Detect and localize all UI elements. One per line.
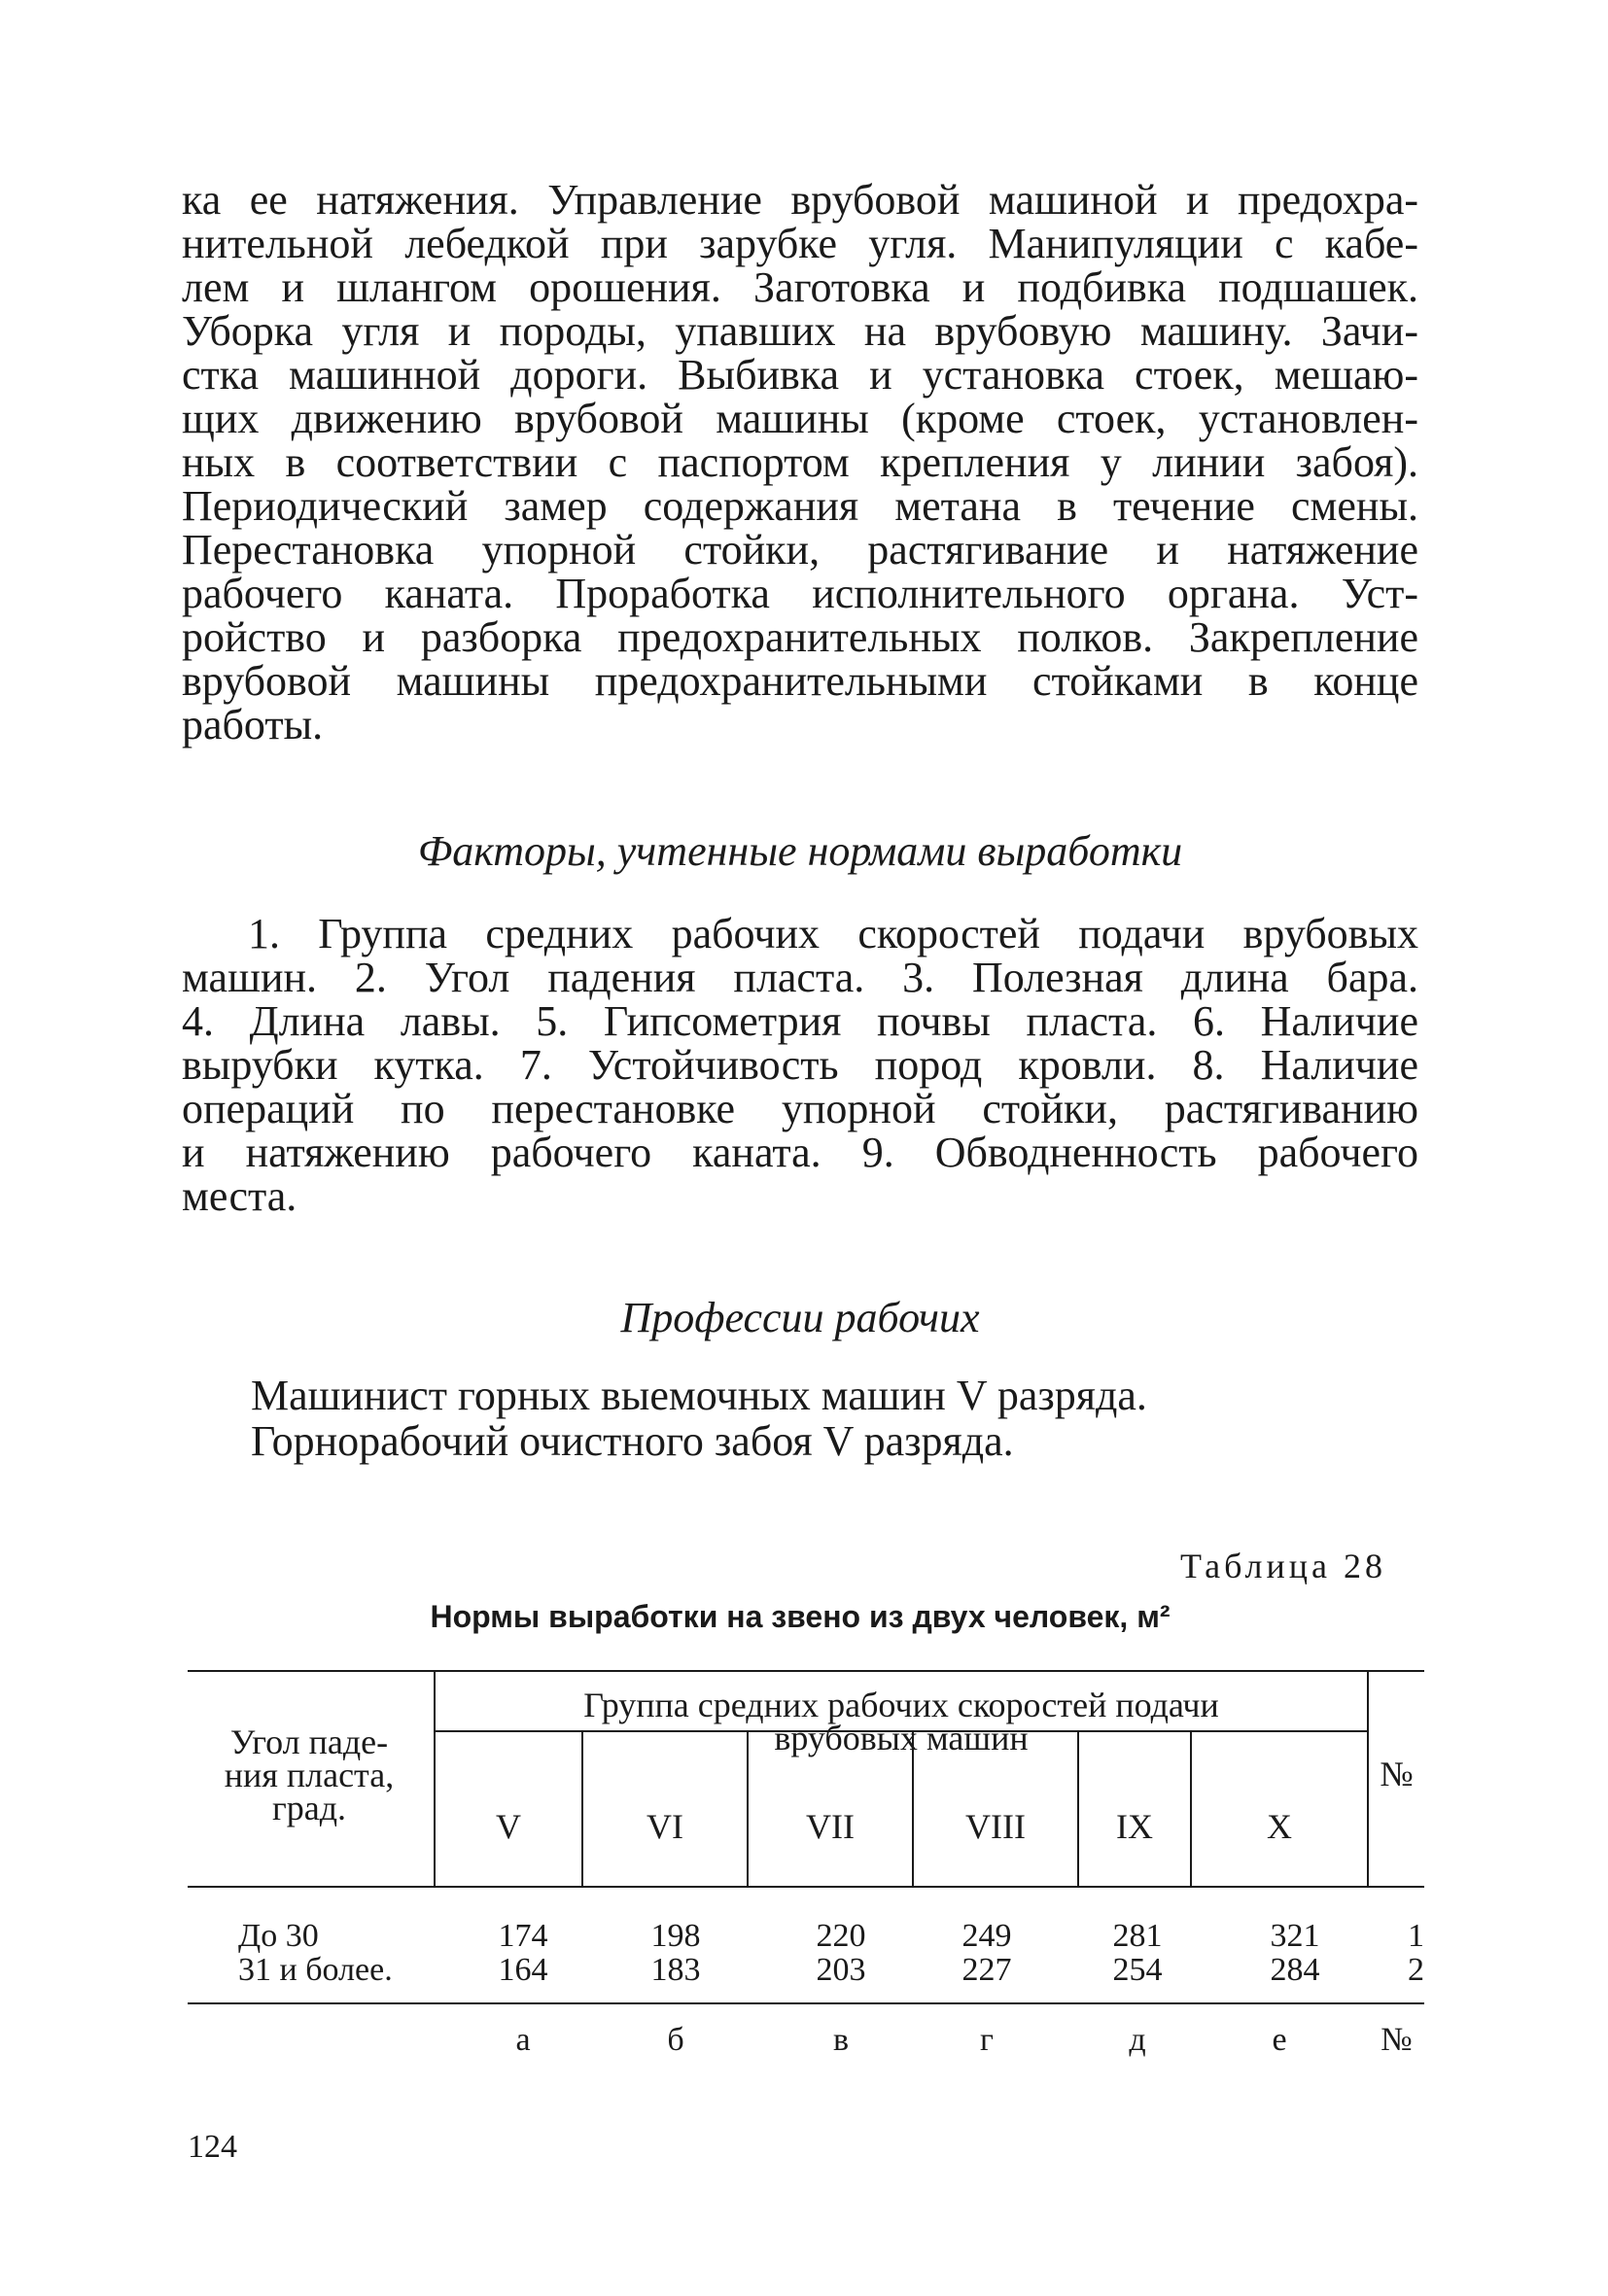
cell-value: 220 bbox=[816, 1918, 866, 1954]
text-line: Периодический замер содержания метана в течение смены. bbox=[182, 482, 1418, 530]
text-line: нительной лебедкой при зарубке угля. Манипуляции с кабе- bbox=[182, 220, 1418, 267]
header-group-viii: VIII bbox=[965, 1807, 1026, 1846]
column-letter: е bbox=[1272, 2022, 1287, 2058]
row-number: 1 bbox=[1408, 1918, 1424, 1954]
cell-value: 183 bbox=[650, 1952, 701, 1988]
procedure-paragraph bbox=[182, 178, 1418, 747]
table-title: Нормы выработки на звено из двух человек, м² bbox=[430, 1599, 1171, 1634]
row-angle: 31 и более. bbox=[238, 1952, 393, 1988]
text-line: врубовой машины предохранительными стойками в конце bbox=[182, 657, 1418, 705]
text-line: Перестановка упорной стойки, растягивание и натяжение bbox=[182, 526, 1418, 574]
text-line: ных в соответствии с паспортом крепления у линии забоя). bbox=[182, 438, 1418, 486]
cell-value: 227 bbox=[961, 1952, 1012, 1988]
text-line: и натяжению рабочего каната. 9. Обводненность рабочего bbox=[182, 1129, 1418, 1176]
text-line: работы. bbox=[182, 701, 324, 748]
cell-value: 174 bbox=[498, 1918, 548, 1954]
factors-paragraph bbox=[182, 912, 1418, 1218]
table-top-rule bbox=[188, 1670, 1424, 1672]
text-line: вырубки кутка. 7. Устойчивость пород кровли. 8. Наличие bbox=[182, 1041, 1418, 1089]
column-letter: д bbox=[1129, 2022, 1146, 2058]
header-group-vii: VII bbox=[806, 1807, 855, 1846]
profession-line: Машинист горных выемочных машин V разряда. bbox=[251, 1372, 1147, 1419]
section-heading-professions: Профессии рабочих bbox=[620, 1294, 980, 1341]
header-group-x: X bbox=[1267, 1807, 1292, 1846]
text-line: ройство и разборка предохранительных полков. Закрепление bbox=[182, 613, 1418, 661]
header-group-ix: IX bbox=[1116, 1807, 1153, 1846]
table-header-rule bbox=[188, 1886, 1424, 1888]
row-angle: До 30 bbox=[238, 1918, 319, 1954]
text-line: ка ее натяжения. Управление врубовой машиной и предохра- bbox=[182, 176, 1418, 224]
header-group bbox=[436, 1688, 1367, 1755]
text-line: 4. Длина лавы. 5. Гипсометрия почвы пласта. 6. Наличие bbox=[182, 997, 1418, 1045]
column-letter: б bbox=[667, 2022, 684, 2058]
text-line: лем и шлангом орошения. Заготовка и подбивка подшашек. bbox=[182, 263, 1418, 311]
header-angle bbox=[188, 1722, 431, 1827]
header-line: ния пласта, bbox=[224, 1756, 395, 1794]
cell-value: 321 bbox=[1270, 1918, 1320, 1954]
cell-value: 198 bbox=[650, 1918, 701, 1954]
cell-value: 254 bbox=[1112, 1952, 1163, 1988]
column-letter: г bbox=[980, 2022, 994, 2058]
footer-number: № bbox=[1381, 2022, 1413, 2058]
header-group-vi: VI bbox=[647, 1807, 683, 1846]
header-line: врубовых машин bbox=[774, 1719, 1029, 1757]
table-number: Таблица 28 bbox=[1180, 1547, 1386, 1585]
header-line: Угол паде- bbox=[229, 1722, 389, 1761]
column-letter: а bbox=[515, 2022, 531, 2058]
section-heading-factors: Факторы, учтенные нормами выработки bbox=[417, 827, 1183, 875]
row-number: 2 bbox=[1408, 1952, 1424, 1988]
text-line: операций по перестановке упорной стойки, растягиванию bbox=[182, 1085, 1418, 1132]
cell-value: 249 bbox=[961, 1918, 1012, 1954]
text-line: машин. 2. Угол падения пласта. 3. Полезная длина бара. bbox=[182, 954, 1418, 1001]
header-group-v: V bbox=[496, 1807, 521, 1846]
text-line: рабочего каната. Проработка исполнительного органа. Уст- bbox=[182, 570, 1418, 617]
text-line: места. bbox=[182, 1172, 297, 1220]
cell-value: 284 bbox=[1270, 1952, 1320, 1988]
text-line: щих движению врубовой машины (кроме стоек, установлен- bbox=[182, 395, 1418, 442]
header-line: град. bbox=[271, 1789, 347, 1827]
header-line: Группа средних рабочих скоростей подачи bbox=[583, 1686, 1219, 1724]
header-number: № bbox=[1380, 1755, 1414, 1793]
text-line: Уборка угля и породы, упавших на врубовую машину. Зачи- bbox=[182, 307, 1418, 355]
profession-line: Горнорабочий очистного забоя V разряда. bbox=[251, 1417, 1014, 1465]
text-line: 1. Группа средних рабочих скоростей подачи врубовых bbox=[248, 910, 1418, 957]
column-letter: в bbox=[832, 2022, 850, 2058]
text-line: стка машинной дороги. Выбивка и установка стоек, мешаю- bbox=[182, 351, 1418, 399]
cell-value: 164 bbox=[498, 1952, 548, 1988]
cell-value: 203 bbox=[816, 1952, 866, 1988]
page-number: 124 bbox=[188, 2129, 237, 2165]
cell-value: 281 bbox=[1112, 1918, 1163, 1954]
table-bottom-rule bbox=[188, 2002, 1424, 2004]
